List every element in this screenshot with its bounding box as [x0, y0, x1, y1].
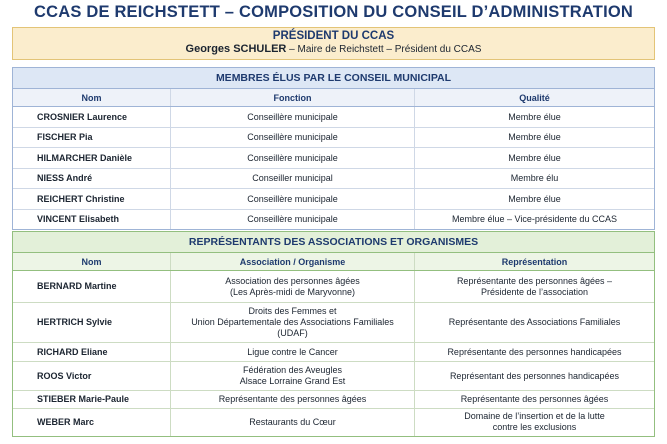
cell-fonction: Conseillère municipale: [171, 107, 415, 128]
cell-organisme: Association des personnes âgées (Les Après-midi de Maryvonne): [171, 271, 415, 303]
cell-representation: Représentant des personnes handicapées: [415, 362, 655, 391]
cell-fonction: Conseillère municipale: [171, 189, 415, 210]
cell-organisme: Fédération des Aveugles Alsace Lorraine Grand Est: [171, 362, 415, 391]
cell-organisme: Restaurants du Cœur: [171, 409, 415, 436]
cell-organisme: Représentante des personnes âgées: [171, 391, 415, 409]
elected-members-section: [12, 67, 655, 230]
table-row: [13, 107, 654, 128]
cell-nom: ROOS Victor: [13, 362, 171, 391]
column-header-nom: Nom: [13, 89, 171, 107]
cell-fonction: Conseillère municipale: [171, 127, 415, 148]
associations-section: [12, 231, 655, 437]
table-header-row: [13, 89, 654, 107]
cell-nom: CROSNIER Laurence: [13, 107, 171, 128]
table-row: [13, 271, 654, 303]
cell-representation: Représentante des personnes handicapées: [415, 343, 655, 362]
table-row: [13, 409, 654, 436]
cell-qualite: Membre élue – Vice-présidente du CCAS: [415, 209, 655, 229]
table-header-row: [13, 253, 654, 271]
table-row: [13, 168, 654, 189]
cell-organisme: Ligue contre le Cancer: [171, 343, 415, 362]
president-name: Georges SCHULER: [185, 43, 287, 55]
page-title: CCAS DE REICHSTETT – COMPOSITION DU CONSEIL D’ADMINISTRATION: [34, 3, 633, 21]
cell-nom: BERNARD Martine: [13, 271, 171, 303]
column-header-fonction: Fonction: [171, 89, 415, 107]
cell-nom: RICHARD Eliane: [13, 343, 171, 362]
elected-members-heading: MEMBRES ÉLUS PAR LE CONSEIL MUNICIPAL: [13, 68, 654, 89]
cell-fonction: Conseillère municipale: [171, 148, 415, 169]
president-role: – Maire de Reichstett – Président du CCAS: [286, 44, 482, 55]
cell-qualite: Membre élu: [415, 168, 655, 189]
cell-representation: Domaine de l’insertion et de la lutte contre les exclusions: [415, 409, 655, 436]
table-row: [13, 148, 654, 169]
cell-fonction: Conseillère municipale: [171, 209, 415, 229]
cell-nom: VINCENT Elisabeth: [37, 214, 120, 225]
table-row: [13, 391, 654, 409]
associations-table: [13, 253, 654, 436]
cell-fonction: Conseiller municipal: [171, 168, 415, 189]
table-row: [13, 362, 654, 391]
column-header-qualite: Qualité: [415, 89, 655, 107]
column-header-nom: Nom: [13, 253, 171, 271]
table-row: [13, 209, 654, 229]
table-row: [13, 189, 654, 210]
cell-qualite: Membre élue: [415, 148, 655, 169]
elected-members-table: [13, 89, 654, 229]
cell-nom: HILMARCHER Danièle: [13, 148, 171, 169]
cell-representation: Représentante des personnes âgées – Présidente de l’association: [415, 271, 655, 303]
cell-representation: Représentante des Associations Familiales: [415, 303, 655, 343]
cell-organisme: Droits des Femmes et Union Départementale des Associations Familiales (UDAF): [171, 303, 415, 343]
cell-nom: FISCHER Pia: [13, 127, 171, 148]
associations-heading: REPRÉSENTANTS DES ASSOCIATIONS ET ORGANISMES: [13, 232, 654, 253]
cell-nom: NIESS André: [13, 168, 171, 189]
cell-qualite: Membre élue: [415, 127, 655, 148]
cell-representation: Représentante des personnes âgées: [415, 391, 655, 409]
cell-qualite: Membre élue: [415, 107, 655, 128]
cell-nom: HERTRICH Sylvie: [13, 303, 171, 343]
cell-qualite: Membre élue: [415, 189, 655, 210]
president-box: [12, 27, 655, 60]
cell-nom: REICHERT Christine: [13, 189, 171, 210]
table-row: [13, 127, 654, 148]
table-row: [13, 303, 654, 343]
president-heading: PRÉSIDENT DU CCAS: [272, 30, 395, 42]
column-header-representation: Représentation: [415, 253, 655, 271]
cell-nom: WEBER Marc: [37, 416, 95, 427]
column-header-organisme: Association / Organisme: [171, 253, 415, 271]
table-row: [13, 343, 654, 362]
cell-nom: STIEBER Marie-Paule: [13, 391, 171, 409]
president-line: [13, 43, 654, 55]
